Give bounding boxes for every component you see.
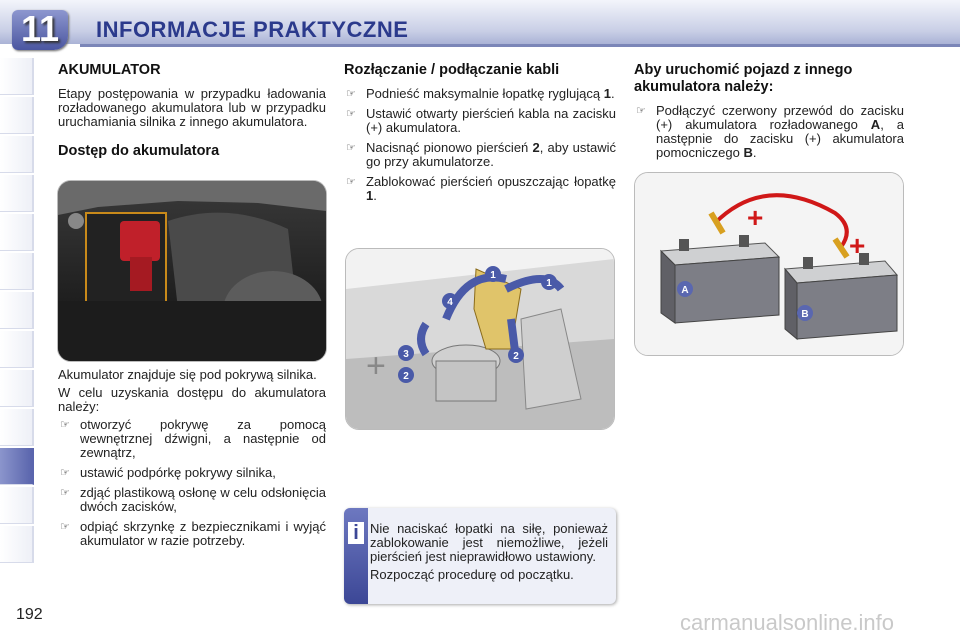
callout-3: 3 [403, 349, 409, 360]
plus-sign: + [849, 230, 866, 261]
info-note-line: Nie naciskać łopatki na siłę, ponieważ zablokowanie jest niemożliwe, jeżeli pierścień jest nieprawidłowo ustawiony. [370, 521, 608, 564]
terminal-diagram [345, 248, 615, 430]
pointing-hand-icon: ☞ [636, 105, 646, 117]
callout-2a: 2 [513, 351, 519, 362]
pointing-hand-icon: ☞ [346, 142, 356, 154]
side-tab[interactable] [0, 175, 34, 212]
page-number: 192 [16, 606, 43, 623]
callout-2b: 2 [403, 371, 409, 382]
info-icon-bar [344, 508, 368, 604]
pointing-hand-icon: ☞ [60, 419, 70, 431]
engine-bay-photo [57, 180, 327, 362]
info-note-line: Rozpocząć procedurę od początku. [370, 567, 574, 582]
pointing-hand-icon: ☞ [60, 521, 70, 533]
jumpstart-diagram [634, 172, 904, 356]
side-tab[interactable] [0, 214, 34, 251]
page-title: INFORMACJE PRAKTYCZNE [96, 17, 409, 42]
section-title-jumpstart: Aby uruchomić pojazd z innego akumulatora należy: [634, 62, 853, 95]
terminal-clamp-illustration [346, 249, 614, 429]
section-title-cables: Rozłączanie / podłączanie kabli [344, 62, 560, 78]
info-note-text [370, 522, 608, 586]
left-column [58, 62, 326, 168]
header-rule [80, 44, 960, 47]
plus-sign: + [747, 202, 764, 233]
list-item: ☞ Podłączyć czerwony przewód do zacisku (+) akumulatora rozładowanego A, a następnie do zacisku (+) akumulatora pomocniczego B. [636, 103, 904, 160]
section-title-battery: AKUMULATOR [58, 62, 161, 78]
access-steps-list [58, 418, 326, 548]
side-tab[interactable] [0, 370, 34, 407]
pointing-hand-icon: ☞ [346, 88, 356, 100]
info-icon: i [348, 522, 364, 544]
list-item: ☞ ustawić podpórkę pokrywy silnika, [60, 465, 276, 480]
side-tab[interactable] [0, 97, 34, 134]
side-tab[interactable] [0, 487, 34, 524]
side-tab[interactable] [0, 58, 34, 95]
pointing-hand-icon: ☞ [60, 467, 70, 479]
battery-b-label: B [801, 309, 809, 320]
engine-bay-illustration [58, 181, 326, 361]
left-column-lower [58, 368, 326, 554]
side-tab[interactable] [0, 331, 34, 368]
pointing-hand-icon: ☞ [60, 487, 70, 499]
pointing-hand-icon: ☞ [346, 176, 356, 188]
battery-location-text: Akumulator znajduje się pod pokrywą silnika. [58, 367, 317, 382]
side-tab[interactable] [0, 136, 34, 173]
jumpstart-steps-list [634, 104, 904, 160]
list-item: ☞ Zablokować pierścień opuszczając łopatkę 1. [346, 174, 616, 203]
list-item: ☞ Podnieść maksymalnie łopatkę ryglującą 1. [346, 86, 615, 101]
battery-intro: Etapy postępowania w przypadku ładowania rozładowanego akumulatora lub w przypadku uruchamiania silnika z innego akumulatora. [58, 86, 326, 129]
list-item: ☞ otworzyć pokrywę za pomocą wewnętrznej dźwigni, a następnie od zewnątrz, [60, 417, 326, 460]
chapter-side-tabs [0, 58, 34, 565]
cable-steps-list [344, 87, 616, 203]
battery-a-label: A [681, 285, 689, 296]
side-tab[interactable] [0, 292, 34, 329]
right-column [634, 62, 904, 166]
battery-access-text: W celu uzyskania dostępu do akumulatora należy: [58, 385, 326, 414]
watermark: carmanualsonline.info [680, 610, 895, 635]
jump-cable-illustration [635, 173, 903, 355]
list-item: ☞ Ustawić otwarty pierścień kabla na zacisku (+) akumulatora. [346, 106, 616, 135]
section-subtitle-access: Dostęp do akumulatora [58, 143, 220, 159]
pointing-hand-icon: ☞ [346, 108, 356, 120]
list-item: ☞ Nacisnąć pionowo pierścień 2, aby ustawić go przy akumulatorze. [346, 140, 616, 169]
svg-text:+: + [366, 347, 386, 385]
side-tab[interactable] [0, 253, 34, 290]
callout-1a: 1 [490, 270, 496, 281]
list-item: ☞ odpiąć skrzynkę z bezpiecznikami i wyjąć akumulator w razie potrzeby. [60, 519, 326, 548]
callout-1b: 1 [546, 278, 552, 289]
middle-column [344, 62, 616, 209]
callout-4: 4 [447, 297, 453, 308]
chapter-number: 11 [20, 8, 60, 49]
list-item: ☞ zdjąć plastikową osłonę w celu odsłonięcia dwóch zacisków, [60, 485, 326, 514]
side-tab[interactable] [0, 526, 34, 563]
side-tab-active[interactable] [0, 448, 34, 485]
side-tab[interactable] [0, 409, 34, 446]
